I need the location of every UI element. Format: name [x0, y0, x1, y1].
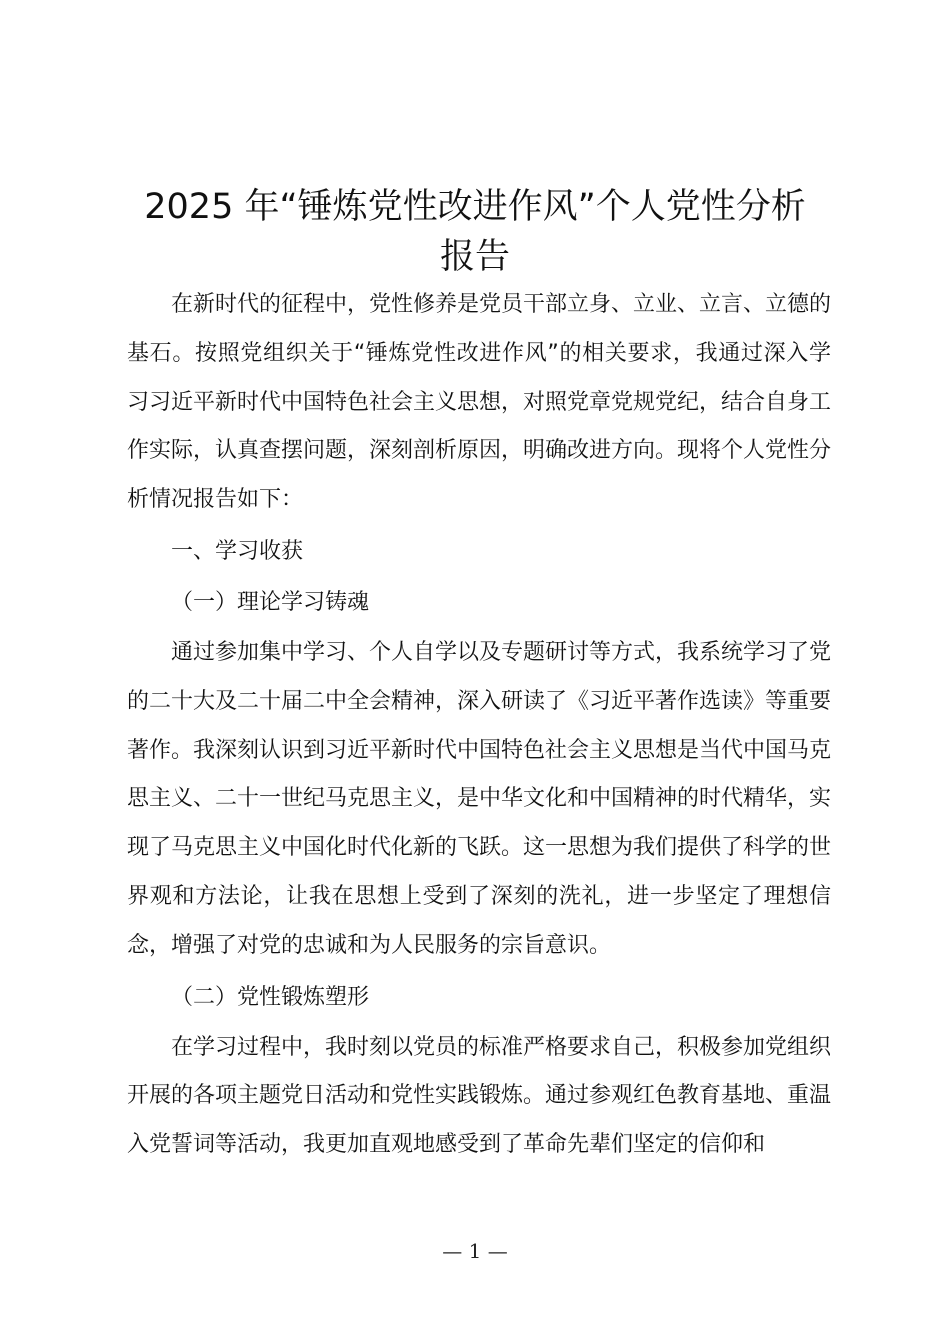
subsection-heading-theory-study: （一）理论学习铸魂: [171, 589, 370, 615]
theory-study-paragraph: 通过参加集中学习、个人自学以及专题研讨等方式，我系统学习了党的二十大及二十届二中全会精神，深入研读了《习近平著作选读》等重要著作。我深刻认识到习近平新时代中国特色社会主义思想是当代中国马克思主义、二十一世纪马克思主义，是中华文化和中国精神的时代精华，实现了马克思主义中国化时代化新的飞跃。这一思想为我们提供了科学的世界观和方法论，让我在思想上受到了深刻的洗礼，进一步坚定了理想信念，增强了对党的忠诚和为人民服务的宗旨意识。: [127, 639, 832, 958]
document-body: [127, 281, 831, 1170]
title-line-2: 报告: [439, 237, 510, 277]
page-number: — 1 —: [442, 1239, 508, 1263]
section-heading-learning-gains: 一、学习收获: [171, 538, 304, 564]
party-spirit-paragraph: 在学习过程中，我时刻以党员的标准严格要求自己，积极参加党组织开展的各项主题党日活动和党性实践锻炼。通过参观红色教育基地、重温入党誓词等活动，我更加直观地感受到了革命先辈们坚定的信仰和: [127, 1034, 832, 1158]
title-line-1: 2025 年“锤炼党性改进作风”个人党性分析: [144, 187, 806, 227]
subsection-heading-party-spirit: （二）党性锻炼塑形: [171, 984, 370, 1010]
intro-paragraph: 在新时代的征程中，党性修养是党员干部立身、立业、立言、立德的基石。按照党组织关于“锤炼党性改进作风”的相关要求，我通过深入学习习近平新时代中国特色社会主义思想，对照党章党规党纪，结合自身工作实际，认真查摆问题，深刻剖析原因，明确改进方向。现将个人党性分析情况报告如下：: [127, 292, 832, 513]
